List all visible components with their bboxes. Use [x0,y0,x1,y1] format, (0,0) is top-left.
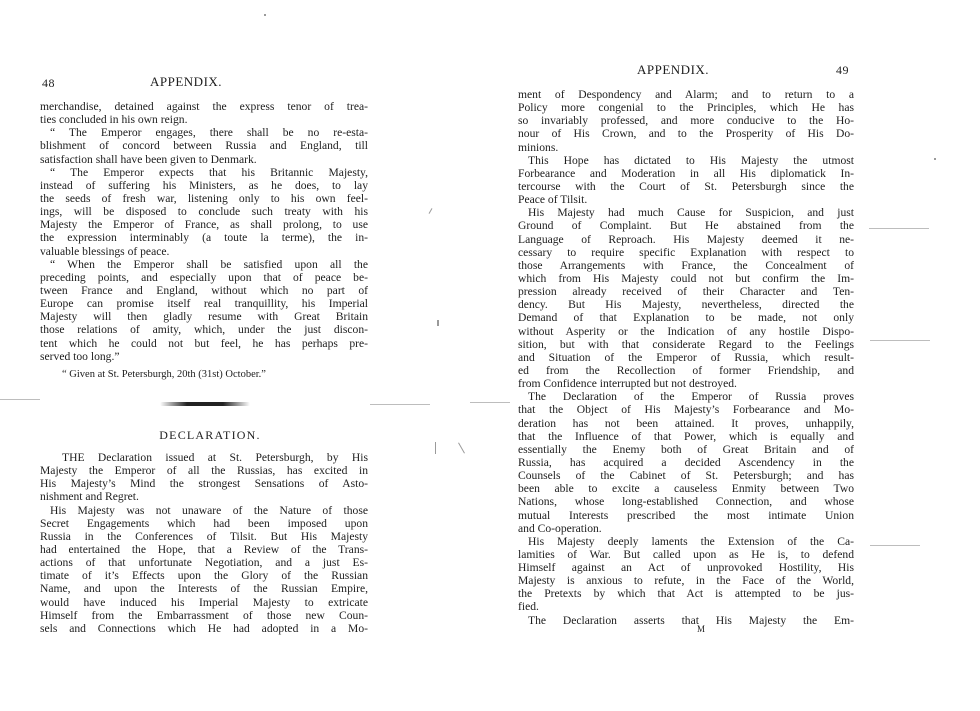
text-line: valuable blessings of peace. [40,244,170,258]
text-line: mutual Interests prescribed the most intimate Union [518,508,854,522]
right-page-number: 49 [836,63,849,77]
text-line: minions. [518,140,559,154]
text-line: pression already received of their Character and Ten- [518,285,854,299]
text-line: Ground of Complaint. But He abstained from the [518,219,854,233]
text-line: had entertained the Hope, that a Review of the Trans- [40,542,368,556]
text-line: Nations, whose long-established Connection, and whose [518,495,854,509]
text-line: His Majesty deeply laments the Extension of the Ca- [528,534,854,548]
text-line: Majesty is anxious to refute, in the Face of the World, [518,574,854,588]
text-line: “ When the Emperor shall be satisfied upon all the [50,257,368,271]
text-line: the Pretexts by which that Act is attempted to be jus- [518,587,854,601]
scan-speck [437,320,439,326]
text-line: Himself from the Embarrassment of those new Coun- [40,608,368,622]
scan-line [870,545,920,546]
text-line: Peace of Tilsit. [518,193,588,207]
text-line: preceding points, and especially upon that of peace be- [40,270,368,284]
text-line: Demand of that Explanation to be made, not only [518,311,854,325]
scan-speck [435,442,436,454]
text-line: Majesty the Emperor of all the Russias, has excited in [40,464,368,478]
text-line: Name, and upon the Interests of the Russian Empire, [40,582,368,596]
text-line: The Declaration asserts that His Majesty the Em- [528,613,854,627]
text-line: Russia, has acquired a decided Ascendency in the [518,455,854,469]
text-line: that the Object of His Majesty’s Forbearance and Mo- [518,403,854,417]
text-line: nour of His Crown, and to the Prosperity of His Do- [518,127,854,141]
text-line: Counsels of the Cabinet of St. Petersburgh; and has [518,469,854,483]
text-line: Language of Reproach. His Majesty deemed it ne- [518,232,854,246]
text-line: Europe can promise itself real tranquillity, his Imperial [40,297,368,311]
text-line: that the Influence of that Power, which is equally and [518,429,854,443]
text-line: without Asperity or the Indication of any hostile Dispo- [518,324,854,338]
text-line: His Majesty had much Cause for Suspicion, and just [528,206,854,220]
text-line: and Situation of the Emperor of Russia, which result- [518,350,854,364]
text-line: would have induced his Imperial Majesty to extricate [40,595,368,609]
ornamental-rule [160,402,250,406]
text-line: blishment of concord between Russia and England, till [40,139,368,153]
signature-mark: M [697,624,706,634]
text-line: tent which he could not but feel, he has perhaps pre- [40,336,368,350]
text-line: sels and Connections which He had adopted in a Mo- [40,621,368,635]
text-line: fied. [518,600,539,614]
text-line: timate of it’s Effects upon the Glory of the Russian [40,569,368,583]
text-line: those Arrangements with France, the Concealment of [518,258,854,272]
text-line: Forbearance and Moderation in all His diplomatick In- [518,166,854,180]
text-line: merchandise, detained against the express tenor of trea- [40,100,368,113]
text-line: THE Declaration issued at St. Petersburgh, by His [62,451,368,464]
text-line: Majesty will then gladly resume with Great Britain [40,310,368,324]
text-line: ties concluded in his own reign. [40,113,188,127]
text-line: served too long.” [40,349,120,363]
text-line: nishment and Regret. [40,490,139,504]
text-line: and Co-operation. [518,521,602,535]
text-line: those relations of amity, which, under the just discon- [40,323,368,337]
text-line: cessary to require specific Explanation with respect to [518,245,854,259]
right-text [518,88,854,627]
scan-line [0,399,40,400]
scan-speck [264,14,266,16]
text-line: His Majesty’s Mind the strongest Sensations of Asto- [40,477,368,491]
text-line: This Hope has dictated to His Majesty the utmost [528,153,854,167]
text-line: Russia in the Conferences of Tilsit. But His Majesty [40,529,368,543]
text-line: dency. But His Majesty, nevertheless, directed the [518,298,854,312]
text-line: Majesty the Emperor of France, as shall prolong, to use [40,218,368,232]
left-text-bottom [40,451,368,635]
text-line: actions of that unfortunate Negotiation, and a just Es- [40,556,368,570]
right-page [490,0,980,711]
text-line: tercourse with the Court of St. Petersburgh since the [518,179,854,193]
given-line: “ Given at St. Petersburgh, 20th (31st) October.” [62,368,266,380]
scan-line [470,402,510,403]
text-line: the seeds of fresh war, listening only to his own feel- [40,191,368,205]
right-running-header: APPENDIX. [637,62,710,77]
text-line: been able to excite a causeless Enmity between Two [518,482,854,496]
text-line: tween France and England, without which no part of [40,283,368,297]
scan-line [370,404,430,405]
text-line: deration has not been attained. It proves, unhappily, [518,416,854,430]
text-line: from Confidence interrupted but not destroyed. [518,377,737,391]
left-text-top [40,100,368,381]
text-line: the expression interminably (a toute la terme), the in- [40,231,368,245]
text-line: ed from the Recollection of former Friendship, and [518,363,854,377]
text-line: so invariably professed, and more conducive to the Ho- [518,114,854,128]
text-line: The Declaration of the Emperor of Russia proves [528,390,854,404]
text-line: ment of Despondency and Alarm; and to return to a [518,88,854,101]
text-line: Secret Engagements which had been imposed upon [40,516,368,530]
text-line: ings, will be disposed to conclude such treaty with his [40,205,368,219]
text-line: lamities of War. But called upon as He is, to defend [518,547,854,561]
text-line: sition, but with that considerate Regard to the Feelings [518,337,854,351]
text-line: “ The Emperor engages, there shall be no re-esta- [50,126,368,140]
text-line: which from His Majesty could not but confirm the Im- [518,271,854,285]
scan-line [869,228,929,229]
scan-line [870,340,930,341]
left-page-number: 48 [42,76,55,90]
text-line: “ The Emperor expects that his Britannic Majesty, [50,165,368,179]
declaration-title: DECLARATION. [159,428,261,442]
left-running-header: APPENDIX. [150,74,223,89]
text-line: satisfaction shall have been given to Denmark. [40,152,257,166]
text-line: instead of suffering his Ministers, as he does, to lay [40,178,368,192]
scan-speck [934,158,936,160]
text-line: His Majesty was not unaware of the Nature of those [50,503,368,517]
text-line: Policy more congenial to the Principles, which He has [518,101,854,115]
text-line: Himself against an Act of unprovoked Hostility, His [518,561,854,575]
text-line: essentially the Enemy both of Great Britain and of [518,442,854,456]
